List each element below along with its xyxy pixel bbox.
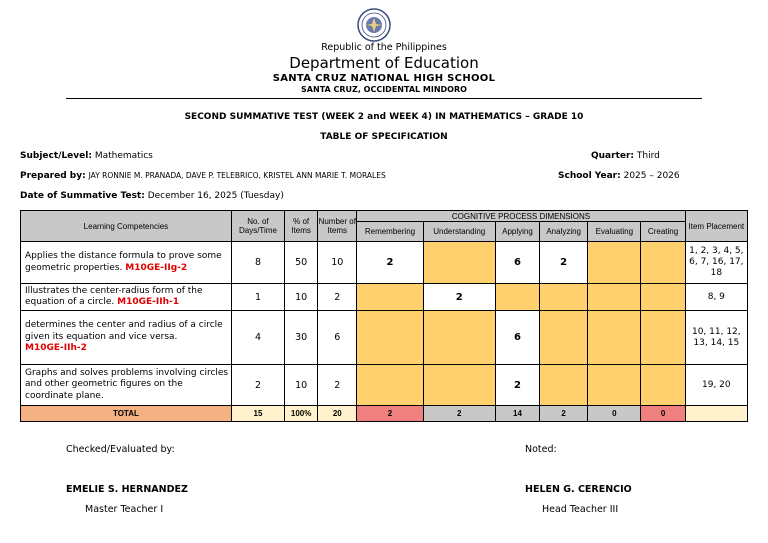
understanding-cell: 2: [423, 284, 495, 311]
subject-value: Mathematics: [94, 151, 153, 161]
noted-title: Head Teacher III: [542, 504, 619, 515]
placement-cell: 1, 2, 3, 4, 5, 6, 7, 16, 17, 18: [685, 242, 747, 284]
school-name: SANTA CRUZ NATIONAL HIGH SCHOOL: [272, 73, 496, 84]
header-placement: Item Placement: [685, 211, 747, 242]
analyzing-cell: [540, 284, 588, 311]
competency-cell: [21, 284, 232, 311]
total-percent: 100%: [285, 406, 318, 422]
noted-label: Noted:: [525, 444, 557, 455]
analyzing-cell: 2: [540, 242, 588, 284]
total-evaluating: 0: [588, 406, 641, 422]
applying-cell: 6: [495, 242, 539, 284]
header-applying: Applying: [495, 222, 539, 242]
understanding-cell: [423, 365, 495, 406]
prepared-line: [20, 171, 386, 181]
analyzing-cell: [540, 365, 588, 406]
date-value: December 16, 2025 (Tuesday): [147, 191, 284, 201]
competency-code: M10GE-IIh-1: [117, 297, 180, 307]
days-cell: 8: [231, 242, 284, 284]
checked-name: EMELIE S. HERNANDEZ: [66, 484, 188, 495]
understanding-cell: [423, 311, 495, 365]
deped-seal-icon: [357, 8, 391, 42]
header-percent: % of Items: [285, 211, 318, 242]
items-cell: 2: [318, 284, 357, 311]
competency-code: M10GE-IIh-2: [25, 343, 87, 354]
total-applying: 14: [495, 406, 539, 422]
header-competencies: Learning Competencies: [21, 211, 232, 242]
school-year-label: School Year:: [558, 171, 621, 181]
total-items: 20: [318, 406, 357, 422]
competency-text: Applies the distance formula to prove some geometric properties.: [25, 251, 222, 273]
placement-cell: 19, 20: [685, 365, 747, 406]
placement-cell: 8, 9: [685, 284, 747, 311]
total-placement: [685, 406, 747, 422]
prepared-value: JAY RONNIE M. PRANADA, DAVE P. TELEBRICO, KRISTEL ANN MARIE T. MORALES: [88, 171, 386, 180]
percent-cell: 10: [285, 365, 318, 406]
competency-text: Illustrates the center-radius form of the equation of a circle.: [25, 285, 203, 307]
evaluating-cell: [588, 365, 641, 406]
header-understanding: Understanding: [423, 222, 495, 242]
total-creating: 0: [641, 406, 685, 422]
evaluating-cell: [588, 311, 641, 365]
noted-name: HELEN G. CERENCIO: [525, 484, 632, 495]
header-evaluating: Evaluating: [588, 222, 641, 242]
competency-text: determines the center and radius of a circle given its equation and vice versa.: [25, 320, 223, 342]
items-cell: 6: [318, 311, 357, 365]
date-label: Date of Summative Test:: [20, 191, 145, 201]
percent-cell: 10: [285, 284, 318, 311]
subject-label: Subject/Level:: [20, 151, 92, 161]
quarter-value: Third: [636, 151, 660, 161]
remembering-cell: [357, 365, 423, 406]
competency-cell: [21, 365, 232, 406]
table-row: [21, 365, 748, 406]
evaluating-cell: [588, 284, 641, 311]
percent-cell: 30: [285, 311, 318, 365]
table-row: [21, 284, 748, 311]
header-divider: [66, 98, 702, 99]
items-cell: 10: [318, 242, 357, 284]
percent-cell: 50: [285, 242, 318, 284]
days-cell: 2: [231, 365, 284, 406]
total-analyzing: 2: [540, 406, 588, 422]
items-cell: 2: [318, 365, 357, 406]
analyzing-cell: [540, 311, 588, 365]
days-cell: 1: [231, 284, 284, 311]
placement-cell: 10, 11, 12, 13, 14, 15: [685, 311, 747, 365]
quarter-label: Quarter:: [591, 151, 635, 161]
total-remembering: 2: [357, 406, 423, 422]
remembering-cell: [357, 284, 423, 311]
school-year-value: 2025 – 2026: [623, 171, 680, 181]
department-name: Department of Education: [289, 54, 479, 72]
applying-cell: [495, 284, 539, 311]
total-row: [21, 406, 748, 422]
remembering-cell: [357, 311, 423, 365]
days-cell: 4: [231, 311, 284, 365]
applying-cell: 6: [495, 311, 539, 365]
competency-text: Graphs and solves problems involving circles and other geometric figures on the coordinate plane.: [25, 367, 229, 401]
competency-code: M10GE-IIg-2: [125, 262, 188, 273]
prepared-label: Prepared by:: [20, 171, 86, 181]
total-understanding: 2: [423, 406, 495, 422]
table-row: [21, 242, 748, 284]
header-analyzing: Analyzing: [540, 222, 588, 242]
subject-line: [20, 151, 153, 161]
header-items: Number of Items: [318, 211, 357, 242]
table-row: [21, 311, 748, 365]
republic-line: Republic of the Philippines: [321, 42, 447, 53]
total-label: TOTAL: [21, 406, 232, 422]
creating-cell: [641, 284, 685, 311]
applying-cell: 2: [495, 365, 539, 406]
competency-cell: [21, 311, 232, 365]
date-line: [20, 191, 284, 201]
creating-cell: [641, 242, 685, 284]
checked-title: Master Teacher I: [85, 504, 164, 515]
header-days: No. of Days/Time: [231, 211, 284, 242]
header-creating: Creating: [641, 222, 685, 242]
remembering-cell: 2: [357, 242, 423, 284]
competency-cell: [21, 242, 232, 284]
creating-cell: [641, 311, 685, 365]
creating-cell: [641, 365, 685, 406]
understanding-cell: [423, 242, 495, 284]
quarter-line: [591, 151, 660, 161]
tos-title: TABLE OF SPECIFICATION: [320, 132, 448, 142]
test-title: SECOND SUMMATIVE TEST (WEEK 2 and WEEK 4) IN MATHEMATICS – GRADE 10: [184, 112, 584, 122]
school-address: SANTA CRUZ, OCCIDENTAL MINDORO: [301, 85, 467, 94]
total-days: 15: [231, 406, 284, 422]
header-cognitive: COGNITIVE PROCESS DIMENSIONS: [357, 211, 685, 222]
tos-table: [20, 210, 748, 422]
evaluating-cell: [588, 242, 641, 284]
header-remembering: Remembering: [357, 222, 423, 242]
school-year-line: [558, 171, 680, 181]
checked-label: Checked/Evaluated by:: [66, 444, 175, 455]
